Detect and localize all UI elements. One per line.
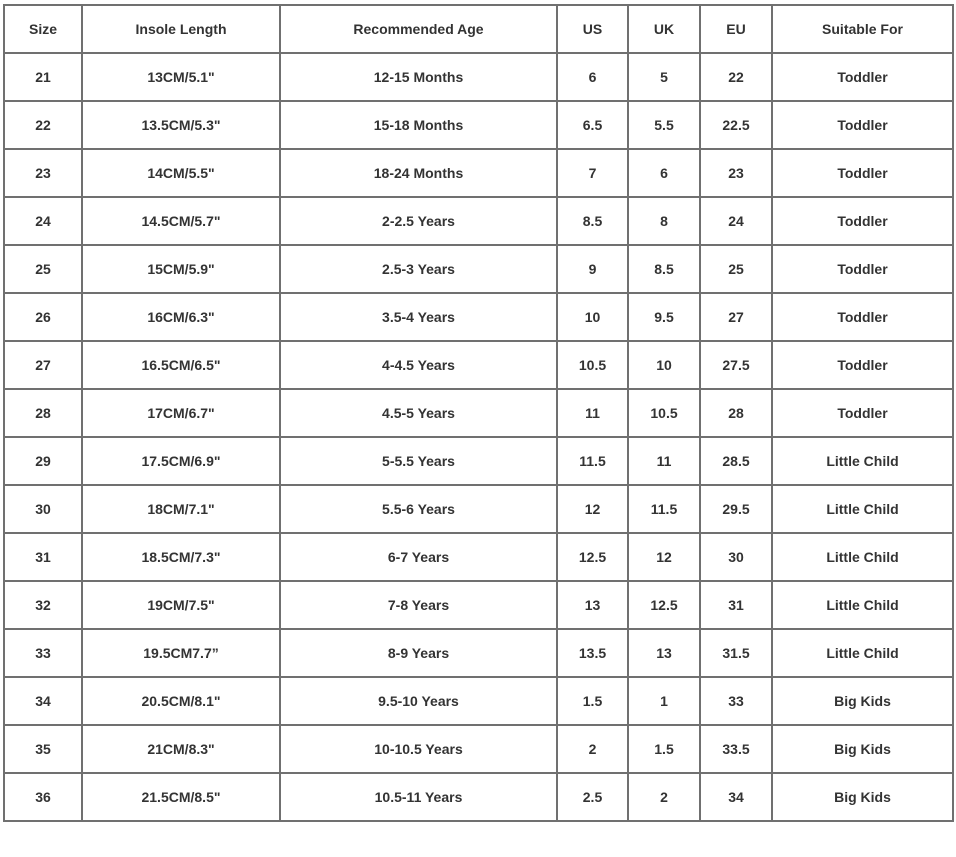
cell-suitable-for: Toddler [772,389,953,437]
cell-suitable-for: Little Child [772,629,953,677]
cell-insole-length: 21CM/8.3" [82,725,280,773]
header-eu: EU [700,5,772,53]
cell-size: 30 [4,485,82,533]
cell-recommended-age: 12-15 Months [280,53,557,101]
cell-suitable-for: Toddler [772,101,953,149]
cell-eu: 33.5 [700,725,772,773]
cell-us: 12 [557,485,628,533]
table-row [4,677,953,725]
header-uk: UK [628,5,700,53]
cell-recommended-age: 6-7 Years [280,533,557,581]
cell-recommended-age: 2-2.5 Years [280,197,557,245]
cell-insole-length: 16CM/6.3" [82,293,280,341]
table-row [4,629,953,677]
header-size: Size [4,5,82,53]
cell-insole-length: 16.5CM/6.5" [82,341,280,389]
cell-recommended-age: 10.5-11 Years [280,773,557,821]
cell-suitable-for: Toddler [772,293,953,341]
cell-size: 25 [4,245,82,293]
cell-insole-length: 18CM/7.1" [82,485,280,533]
cell-size: 31 [4,533,82,581]
table-row [4,437,953,485]
cell-size: 34 [4,677,82,725]
table-row [4,341,953,389]
table-row [4,245,953,293]
cell-recommended-age: 9.5-10 Years [280,677,557,725]
cell-us: 10 [557,293,628,341]
cell-insole-length: 19.5CM7.7” [82,629,280,677]
table-row [4,485,953,533]
cell-eu: 27.5 [700,341,772,389]
cell-us: 11 [557,389,628,437]
cell-us: 10.5 [557,341,628,389]
cell-eu: 25 [700,245,772,293]
table-row [4,293,953,341]
cell-uk: 1.5 [628,725,700,773]
cell-size: 23 [4,149,82,197]
table-row [4,773,953,821]
size-chart-table [3,4,954,822]
cell-uk: 10.5 [628,389,700,437]
cell-recommended-age: 18-24 Months [280,149,557,197]
cell-uk: 2 [628,773,700,821]
cell-suitable-for: Little Child [772,437,953,485]
cell-eu: 34 [700,773,772,821]
cell-recommended-age: 10-10.5 Years [280,725,557,773]
cell-suitable-for: Toddler [772,245,953,293]
cell-insole-length: 14CM/5.5" [82,149,280,197]
header-recommended-age: Recommended Age [280,5,557,53]
cell-uk: 5.5 [628,101,700,149]
cell-us: 6.5 [557,101,628,149]
cell-recommended-age: 8-9 Years [280,629,557,677]
table-row [4,53,953,101]
cell-suitable-for: Big Kids [772,677,953,725]
cell-uk: 11 [628,437,700,485]
cell-us: 7 [557,149,628,197]
cell-us: 2 [557,725,628,773]
cell-uk: 5 [628,53,700,101]
cell-us: 12.5 [557,533,628,581]
cell-us: 9 [557,245,628,293]
cell-size: 22 [4,101,82,149]
table-row [4,149,953,197]
cell-insole-length: 19CM/7.5" [82,581,280,629]
header-insole-length: Insole Length [82,5,280,53]
cell-us: 2.5 [557,773,628,821]
cell-size: 29 [4,437,82,485]
cell-size: 35 [4,725,82,773]
cell-eu: 29.5 [700,485,772,533]
cell-insole-length: 15CM/5.9" [82,245,280,293]
cell-size: 21 [4,53,82,101]
cell-size: 33 [4,629,82,677]
cell-eu: 28.5 [700,437,772,485]
cell-uk: 11.5 [628,485,700,533]
cell-suitable-for: Toddler [772,197,953,245]
cell-uk: 12 [628,533,700,581]
cell-suitable-for: Big Kids [772,725,953,773]
cell-eu: 24 [700,197,772,245]
cell-size: 36 [4,773,82,821]
cell-size: 28 [4,389,82,437]
cell-recommended-age: 4.5-5 Years [280,389,557,437]
table-row [4,389,953,437]
cell-uk: 8 [628,197,700,245]
cell-suitable-for: Little Child [772,533,953,581]
cell-uk: 6 [628,149,700,197]
table-row [4,725,953,773]
cell-eu: 22 [700,53,772,101]
cell-recommended-age: 5.5-6 Years [280,485,557,533]
cell-suitable-for: Little Child [772,485,953,533]
header-suitable-for: Suitable For [772,5,953,53]
cell-suitable-for: Toddler [772,53,953,101]
table-row [4,533,953,581]
cell-insole-length: 17.5CM/6.9" [82,437,280,485]
cell-insole-length: 18.5CM/7.3" [82,533,280,581]
cell-suitable-for: Toddler [772,341,953,389]
header-row [4,5,953,53]
cell-recommended-age: 3.5-4 Years [280,293,557,341]
cell-uk: 13 [628,629,700,677]
cell-uk: 8.5 [628,245,700,293]
cell-insole-length: 21.5CM/8.5" [82,773,280,821]
table-body [4,53,953,821]
cell-us: 13.5 [557,629,628,677]
cell-uk: 12.5 [628,581,700,629]
cell-eu: 22.5 [700,101,772,149]
cell-us: 8.5 [557,197,628,245]
cell-eu: 31.5 [700,629,772,677]
cell-recommended-age: 4-4.5 Years [280,341,557,389]
cell-uk: 9.5 [628,293,700,341]
cell-uk: 1 [628,677,700,725]
cell-eu: 33 [700,677,772,725]
cell-recommended-age: 5-5.5 Years [280,437,557,485]
cell-eu: 31 [700,581,772,629]
cell-eu: 27 [700,293,772,341]
cell-suitable-for: Little Child [772,581,953,629]
cell-suitable-for: Toddler [772,149,953,197]
cell-eu: 23 [700,149,772,197]
cell-us: 11.5 [557,437,628,485]
cell-eu: 30 [700,533,772,581]
table-row [4,581,953,629]
cell-size: 27 [4,341,82,389]
header-us: US [557,5,628,53]
cell-size: 32 [4,581,82,629]
cell-us: 1.5 [557,677,628,725]
cell-recommended-age: 15-18 Months [280,101,557,149]
table-header [4,5,953,53]
cell-insole-length: 20.5CM/8.1" [82,677,280,725]
cell-uk: 10 [628,341,700,389]
cell-size: 26 [4,293,82,341]
table-row [4,197,953,245]
cell-insole-length: 14.5CM/5.7" [82,197,280,245]
table-row [4,101,953,149]
cell-us: 13 [557,581,628,629]
cell-size: 24 [4,197,82,245]
cell-us: 6 [557,53,628,101]
cell-eu: 28 [700,389,772,437]
cell-recommended-age: 7-8 Years [280,581,557,629]
cell-insole-length: 13CM/5.1" [82,53,280,101]
cell-insole-length: 13.5CM/5.3" [82,101,280,149]
cell-suitable-for: Big Kids [772,773,953,821]
cell-recommended-age: 2.5-3 Years [280,245,557,293]
cell-insole-length: 17CM/6.7" [82,389,280,437]
